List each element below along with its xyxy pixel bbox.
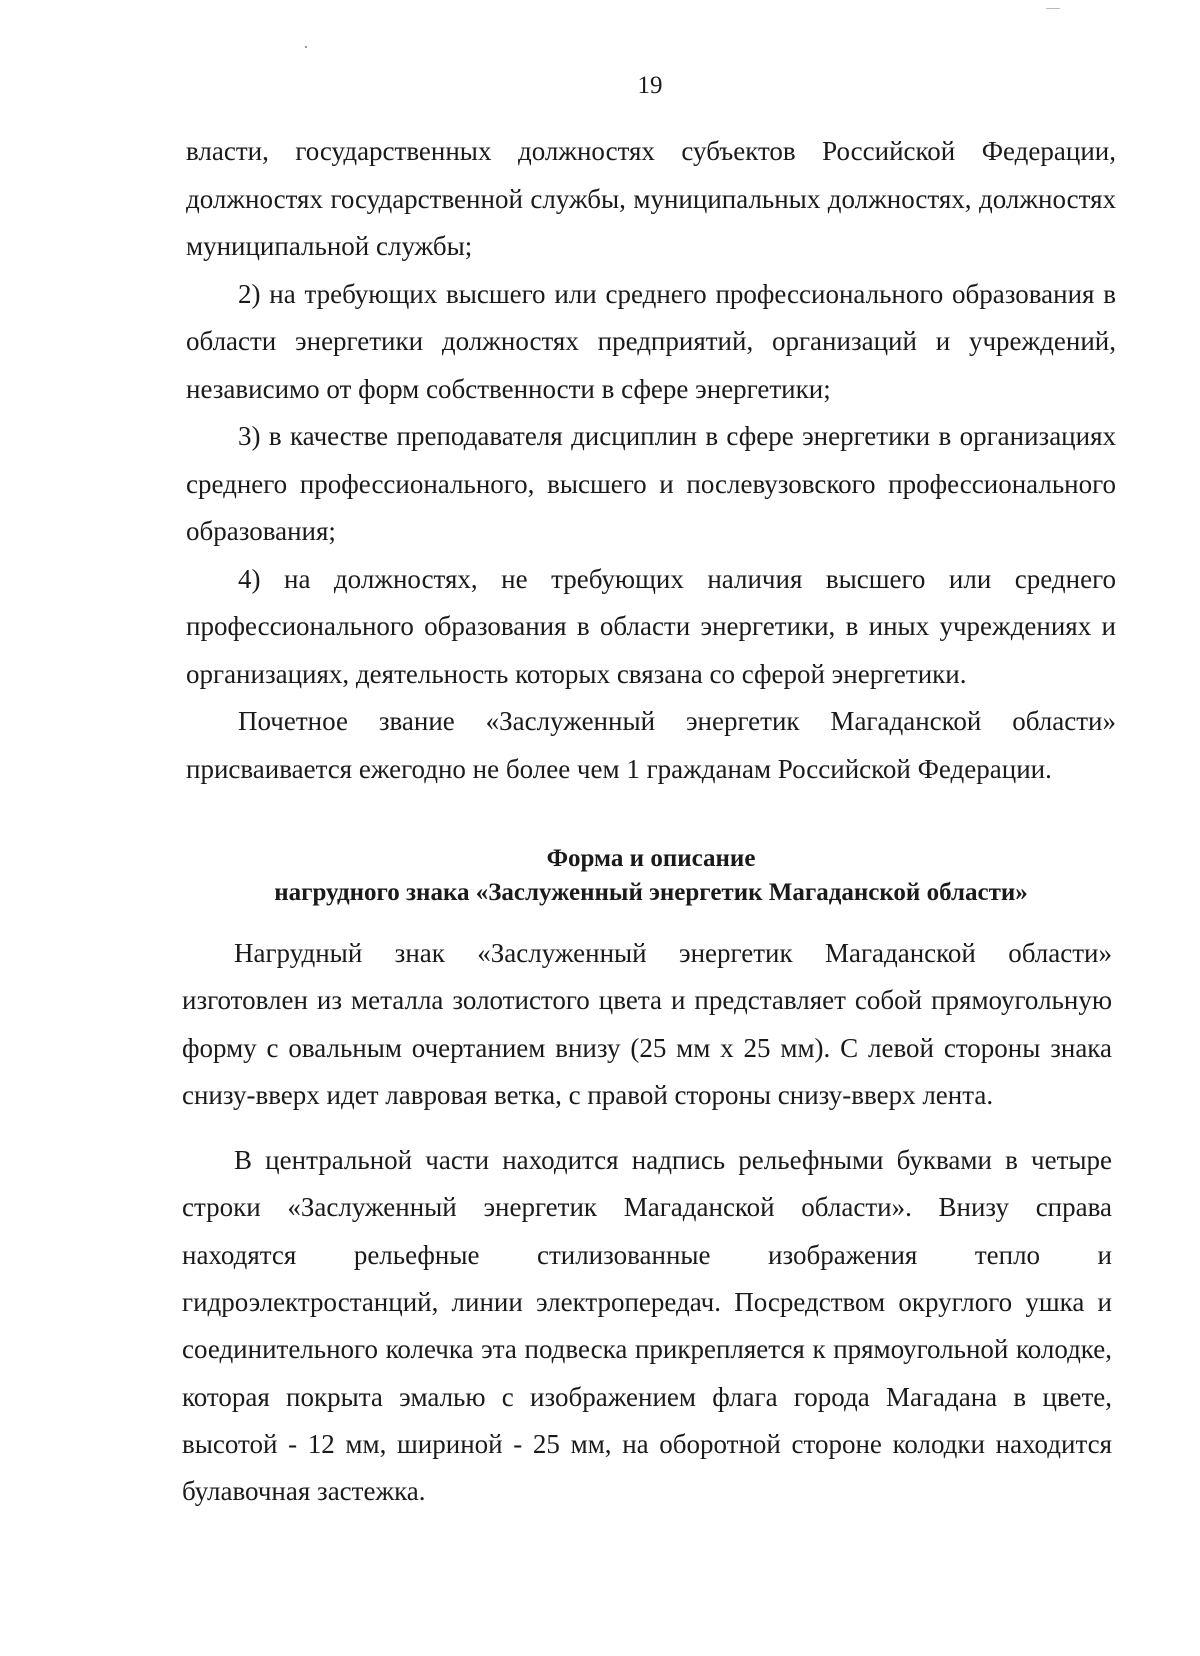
paragraph: 4) на должностях, не требующих наличия высшего или среднего профессионального образования в области энергетики, в иных учреждениях и организациях, деятельность которых связана со сферой энергетики.: [186, 563, 1116, 689]
section-heading: [186, 842, 1116, 910]
paragraph: власти, государственных должностях субъектов Российской Федерации, должностях государственной службы, муниципальных должностях, должностях муниципальной службы;: [186, 136, 1116, 261]
heading-line-2: нагрудного знака «Заслуженный энергетик Магаданской области»: [274, 879, 1028, 906]
paragraph-gap: [182, 1119, 1112, 1137]
page-number: 19: [637, 72, 663, 99]
paragraph: 2) на требующих высшего или среднего профессионального образования в области энергетики должностях предприятий, организаций и учреждений, независимо от форм собственности в сфере энергетики;: [186, 278, 1116, 404]
paragraph: 3) в качестве преподавателя дисциплин в сфере энергетики в организациях среднего профессионального, высшего и послевузовского профессионального образования;: [186, 421, 1116, 546]
scan-artifact: [305, 46, 307, 48]
heading-line-1: Форма и описание: [546, 845, 756, 872]
paragraph: Почетное звание «Заслуженный энергетик Магаданской области» присваивается ежегодно не более чем 1 гражданам Российской Федерации.: [186, 706, 1116, 784]
body-text-bottom: [182, 930, 1112, 1516]
body-text-top: [186, 128, 1116, 793]
paragraph: Нагрудный знак «Заслуженный энергетик Магаданской области» изготовлен из металла золотистого цвета и представляет собой прямоугольную форму с овальным очертанием внизу (25 мм х 25 мм). С левой стороны знака снизу-вверх идет лавровая ветка, с правой стороны снизу-вверх лента.: [182, 938, 1112, 1110]
paragraph: В центральной части находится надпись рельефными буквами в четыре строки «Заслуженный энергетик Магаданской области». Внизу справа находятся рельефные стилизованные изображения тепло и гидроэлектростанций, линии электропередач. Посредством округлого ушка и соединительного колечка эта подвеска прикрепляется к прямоугольной колодке, которая покрыта эмалью с изображением флага города Магадана в цвете, высотой - 12 мм, шириной - 25 мм, на оборотной стороне колодки находится булавочная застежка.: [182, 1145, 1112, 1507]
scan-artifact: [1046, 8, 1060, 9]
